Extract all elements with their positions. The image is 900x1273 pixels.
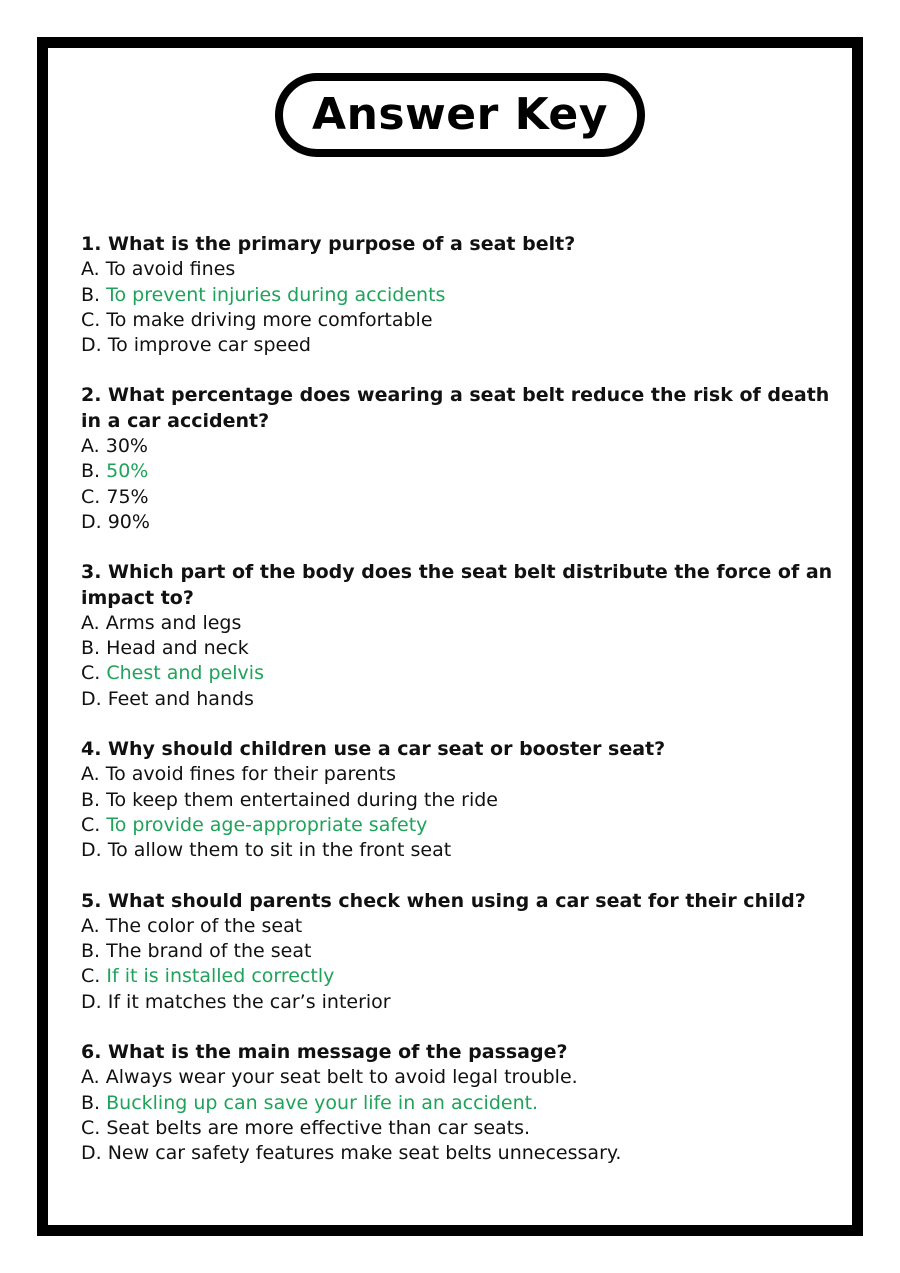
answer-option bbox=[81, 434, 851, 459]
option-text: Always wear your seat belt to avoid legal trouble. bbox=[105, 1066, 578, 1089]
option-letter: D. bbox=[81, 839, 102, 862]
question-text: 2. What percentage does wearing a seat belt reduce the risk of death in a car accident? bbox=[81, 384, 830, 432]
option-letter: C. bbox=[81, 813, 101, 836]
option-letter: C. bbox=[81, 485, 101, 508]
option-text: Feet and hands bbox=[107, 687, 254, 710]
question-list bbox=[81, 232, 851, 1192]
answer-option bbox=[81, 510, 851, 535]
option-letter: A. bbox=[81, 258, 100, 281]
option-text: If it matches the car’s interior bbox=[107, 990, 391, 1013]
correct-answer-option bbox=[81, 813, 851, 838]
option-text: New car safety features make seat belts unnecessary. bbox=[107, 1142, 622, 1165]
answer-option bbox=[81, 257, 851, 282]
answer-option bbox=[81, 1116, 851, 1141]
option-letter: C. bbox=[81, 662, 101, 685]
option-text: To allow them to sit in the front seat bbox=[107, 839, 452, 862]
option-letter: B. bbox=[81, 460, 101, 483]
question-text: 5. What should parents check when using a car seat for their child? bbox=[81, 889, 806, 912]
option-text: To avoid fines bbox=[105, 258, 236, 281]
option-text: To provide age-appropriate safety bbox=[106, 813, 428, 836]
option-text: If it is installed correctly bbox=[106, 965, 335, 988]
question-block bbox=[81, 383, 851, 535]
option-letter: D. bbox=[81, 990, 102, 1013]
option-text: 30% bbox=[105, 435, 148, 458]
answer-option bbox=[81, 333, 851, 358]
question-block bbox=[81, 232, 851, 358]
option-letter: A. bbox=[81, 435, 100, 458]
option-text: The brand of the seat bbox=[106, 940, 312, 963]
option-text: 75% bbox=[106, 485, 149, 508]
answer-option bbox=[81, 636, 851, 661]
correct-answer-option bbox=[81, 1091, 851, 1116]
option-text: To make driving more comfortable bbox=[106, 308, 433, 331]
page-frame bbox=[37, 37, 863, 1236]
answer-option bbox=[81, 990, 851, 1015]
question-text: 4. Why should children use a car seat or booster seat? bbox=[81, 738, 666, 761]
question-text: 1. What is the primary purpose of a seat belt? bbox=[81, 233, 576, 255]
answer-option bbox=[81, 1141, 851, 1166]
title-badge bbox=[275, 73, 645, 157]
option-text: To improve car speed bbox=[107, 334, 311, 357]
answer-option bbox=[81, 485, 851, 510]
option-letter: D. bbox=[81, 687, 102, 710]
question-text: 3. Which part of the body does the seat belt distribute the force of an impact to? bbox=[81, 561, 833, 609]
answer-option bbox=[81, 687, 851, 712]
answer-option bbox=[81, 308, 851, 333]
question-block bbox=[81, 1040, 851, 1166]
option-letter: D. bbox=[81, 510, 102, 533]
option-letter: C. bbox=[81, 1116, 101, 1139]
option-letter: A. bbox=[81, 1066, 100, 1089]
option-text: To avoid fines for their parents bbox=[105, 763, 396, 786]
question-text: 6. What is the main message of the passage? bbox=[81, 1041, 568, 1064]
option-letter: B. bbox=[81, 940, 101, 963]
option-text: The color of the seat bbox=[105, 914, 303, 937]
option-text: Chest and pelvis bbox=[106, 662, 264, 685]
answer-option bbox=[81, 1065, 851, 1090]
option-letter: C. bbox=[81, 965, 101, 988]
option-text: Seat belts are more effective than car seats. bbox=[106, 1116, 531, 1139]
correct-answer-option bbox=[81, 964, 851, 989]
option-letter: A. bbox=[81, 914, 100, 937]
option-text: Buckling up can save your life in an accident. bbox=[106, 1091, 539, 1114]
option-text: Arms and legs bbox=[105, 611, 242, 634]
option-text: Head and neck bbox=[106, 637, 249, 660]
answer-option bbox=[81, 611, 851, 636]
option-letter: B. bbox=[81, 637, 101, 660]
option-text: 90% bbox=[107, 510, 150, 533]
option-letter: B. bbox=[81, 788, 101, 811]
option-letter: D. bbox=[81, 1142, 102, 1165]
option-letter: B. bbox=[81, 1091, 101, 1114]
option-letter: C. bbox=[81, 308, 101, 331]
answer-option bbox=[81, 762, 851, 787]
question-block bbox=[81, 560, 851, 712]
option-text: 50% bbox=[106, 460, 149, 483]
question-block bbox=[81, 737, 851, 863]
question-block bbox=[81, 889, 851, 1015]
correct-answer-option bbox=[81, 661, 851, 686]
answer-option bbox=[81, 914, 851, 939]
option-text: To prevent injuries during accidents bbox=[106, 283, 446, 306]
option-letter: B. bbox=[81, 283, 101, 306]
answer-option bbox=[81, 838, 851, 863]
option-text: To keep them entertained during the ride bbox=[106, 788, 498, 811]
option-letter: A. bbox=[81, 763, 100, 786]
page-title: Answer Key bbox=[312, 89, 608, 140]
option-letter: A. bbox=[81, 611, 100, 634]
option-letter: D. bbox=[81, 334, 102, 357]
correct-answer-option bbox=[81, 283, 851, 308]
answer-option bbox=[81, 939, 851, 964]
correct-answer-option bbox=[81, 459, 851, 484]
answer-option bbox=[81, 788, 851, 813]
